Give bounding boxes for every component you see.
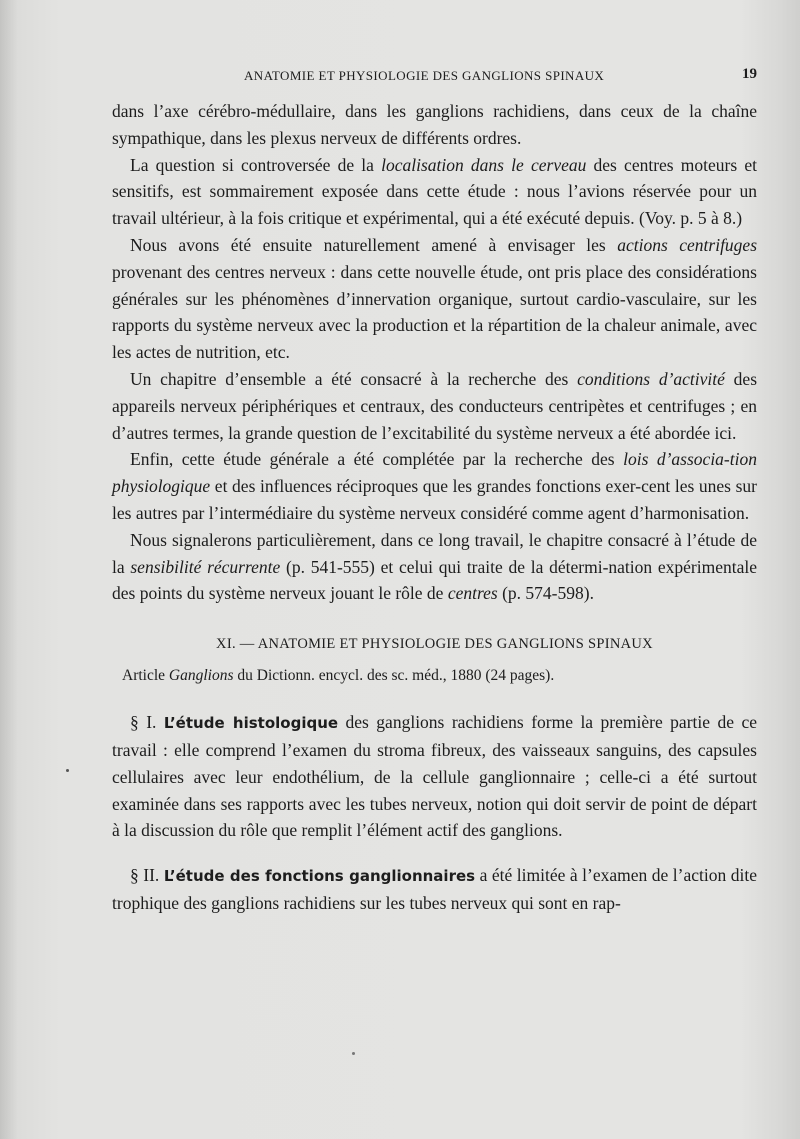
text-run: a été limitée à l’examen de l’action dite trophique des ganglions rachidiens sur les tubes nerveux qui sont en rap- xyxy=(112,865,758,913)
section-mark: § I. xyxy=(130,712,164,733)
italic-term: centres xyxy=(447,583,498,604)
running-title: ANATOMIE ET PHYSIOLOGIE DES GANGLIONS SPINAUX xyxy=(244,68,605,83)
page-number: 19 xyxy=(742,66,757,82)
paragraph-sensibilite-recurrente xyxy=(112,527,757,607)
text-run: Un chapitre d’ensemble a été consacré à la recherche des xyxy=(130,368,578,389)
section-heading: XI. — ANATOMIE ET PHYSIOLOGIE DES GANGLIONS SPINAUX xyxy=(216,636,653,653)
italic-term: lois d’associa-tion physiologique xyxy=(112,449,757,497)
text-run: Article xyxy=(122,667,169,685)
text-run: (p. 574-598). xyxy=(497,583,594,604)
text-run: La question si controversée de la xyxy=(130,154,382,175)
paragraph-localisation xyxy=(112,152,757,232)
italic-term: localisation dans le cerveau xyxy=(381,154,587,175)
section-paragraph-histologique xyxy=(112,709,757,844)
text-run: des ganglions rachidiens forme la première partie de ce travail : elle comprend l’examen du stroma fibreux, des vaisseaux sanguins, des capsules cellulaires avec leur endothélium, de la cellule ganglionnaire ; celle-ci a été surtout examinée dans ses rapports avec les tubes nerveux, notion qui doit servir de point de départ à la discussion du rôle que remplit l’élément actif des ganglions. xyxy=(112,712,757,841)
paragraph-lois-association xyxy=(112,446,757,526)
paragraph-conditions-activite xyxy=(112,366,757,446)
body-text xyxy=(112,98,757,917)
text-run: Enfin, cette étude générale a été complétée par la recherche des xyxy=(130,449,624,470)
bold-term: L’étude des fonctions ganglionnaires xyxy=(163,867,476,886)
speck-mark xyxy=(66,769,69,772)
bold-term: L’étude histologique xyxy=(163,714,339,733)
section-paragraph-fonctions xyxy=(112,862,757,917)
text-run: et des influences réciproques que les grandes fonctions exer-cent les unes sur les autres par l’intermédiaire du système nerveux considéré comme agent d’harmonisation. xyxy=(112,476,757,523)
text-run: des centres moteurs et sensitifs, est sommairement exposée dans cette étude : nous l’avions réservée pour un travail ultérieur, à la fois critique et expérimental, qui a été exécuté depuis. (Voy. p. 5 à 8.) xyxy=(112,154,757,229)
text-run: Nous avons été ensuite naturellement amené à envisager les xyxy=(130,234,618,255)
page-header xyxy=(112,68,757,90)
text-run: Nous signalerons particulièrement, dans ce long travail, le chapitre consacré à l’étude de la xyxy=(112,529,757,577)
italic-term: conditions d’activité xyxy=(577,368,725,389)
text-run: (p. 541-555) et celui qui traite de la détermi-nation expérimentale des points du système nerveux jouant le rôle de xyxy=(112,556,757,604)
text-run: du Dictionn. encycl. des sc. méd., 1880 (24 pages). xyxy=(233,667,555,685)
paragraph-continued xyxy=(112,98,757,152)
text-run: des appareils nerveux périphériques et centraux, des conducteurs centripètes et centrifuges ; en d’autres termes, la grande question de l’excitabilité du système nerveux a été abordée ici. xyxy=(112,368,757,443)
speck-mark xyxy=(352,1052,355,1055)
italic-term: Ganglions xyxy=(168,667,234,685)
italic-term: sensibilité récurrente xyxy=(130,556,281,577)
italic-term: actions centrifuges xyxy=(617,234,758,255)
paragraph-text: dans l’axe cérébro-médullaire, dans les ganglions rachidiens, dans ceux de la chaîne sympathique, dans les plexus nerveux de différents ordres. xyxy=(112,101,757,148)
text-run: provenant des centres nerveux : dans cette nouvelle étude, ont pris place des considérations générales sur les phénomènes d’innervation organique, surtout cardio-vasculaire, sur les rapports du système nerveux avec la production et la répartition de la chaleur animale, avec les actes de nutrition, etc. xyxy=(112,261,757,363)
article-reference xyxy=(112,663,757,689)
paragraph-actions-centrifuges xyxy=(112,232,757,366)
paragraph-gap xyxy=(112,844,757,862)
section-mark: § II. xyxy=(130,865,164,886)
